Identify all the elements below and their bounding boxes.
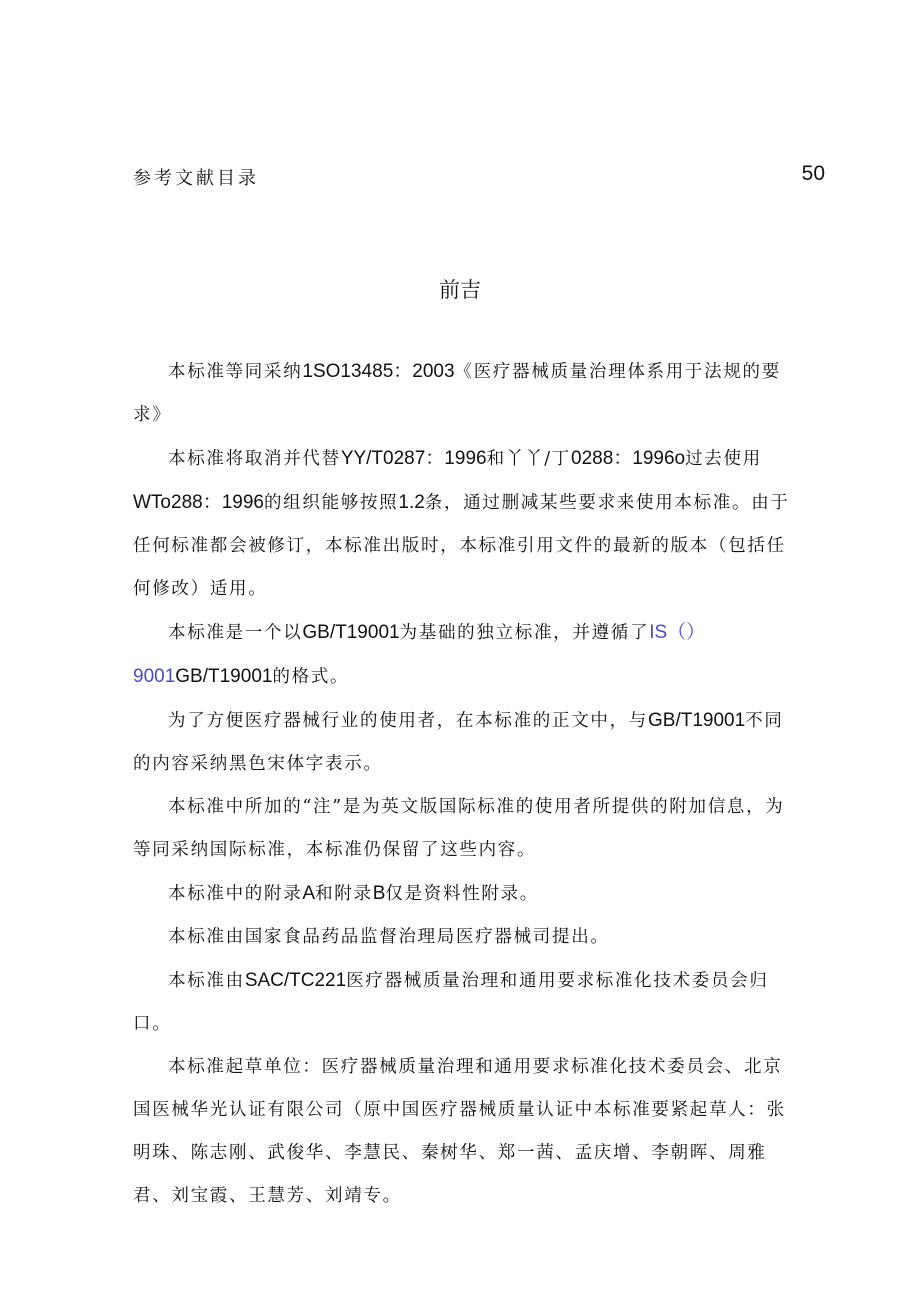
paragraph-2: 本标准将取消并代替YY/T0287：1996和丫丫/丁0288：1996o过去使用WTo288：1996的组织能够按照1.2条，通过删减某些要求来使用本标准。由于任何标准都会被修订，本标准出版时，本标准引用文件的最新的版本（包括任何修改）适用。 bbox=[133, 448, 790, 599]
paragraph-8: 本标准由SAC/TC221医疗器械质量治理和通用要求标准化技术委员会归口。 bbox=[133, 970, 769, 1034]
toc-page-number: 50 bbox=[801, 162, 825, 185]
paragraph-1: 本标准等同采纳1SO13485：2003《医疗器械质量治理体系用于法规的要求》 bbox=[133, 361, 781, 425]
paragraph-5: 本标准中所加的“注”是为英文版国际标准的使用者所提供的附加信息，为等同采纳国际标准，本标准仍保留了这些内容。 bbox=[133, 797, 785, 860]
preface-body bbox=[133, 350, 798, 1218]
paragraph-4: 为了方便医疗器械行业的使用者，在本标准的正文中，与GB/T19001不同的内容采纳黑色宋体字表示。 bbox=[133, 710, 784, 774]
paragraph-3: 本标准是一个以GB/T19001为基础的独立标准，并遵循了IS（）9001GB/T19001的格式。 bbox=[133, 622, 706, 687]
paragraph-6: 本标准中的附录A和附录B仅是资料性附录。 bbox=[168, 883, 539, 904]
section-heading: 前吉 bbox=[439, 278, 481, 302]
linked-standard-reference[interactable]: IS（）9001 bbox=[133, 622, 706, 687]
paragraph-9: 本标准起草单位：医疗器械质量治理和通用要求标准化技术委员会、北京国医械华光认证有限公司（原中国医疗器械质量认证中本标准要紧起草人：张明珠、陈志刚、武俊华、李慧民、秦树华、郑一茜、孟庆增、李朝晖、周雅君、刘宝霞、王慧芳、刘靖专。 bbox=[133, 1057, 786, 1206]
toc-entry bbox=[133, 160, 825, 196]
paragraph-7: 本标准由国家食品药品监督治理局医疗器械司提出。 bbox=[168, 927, 610, 947]
toc-label: 参考文献目录 bbox=[133, 168, 259, 189]
